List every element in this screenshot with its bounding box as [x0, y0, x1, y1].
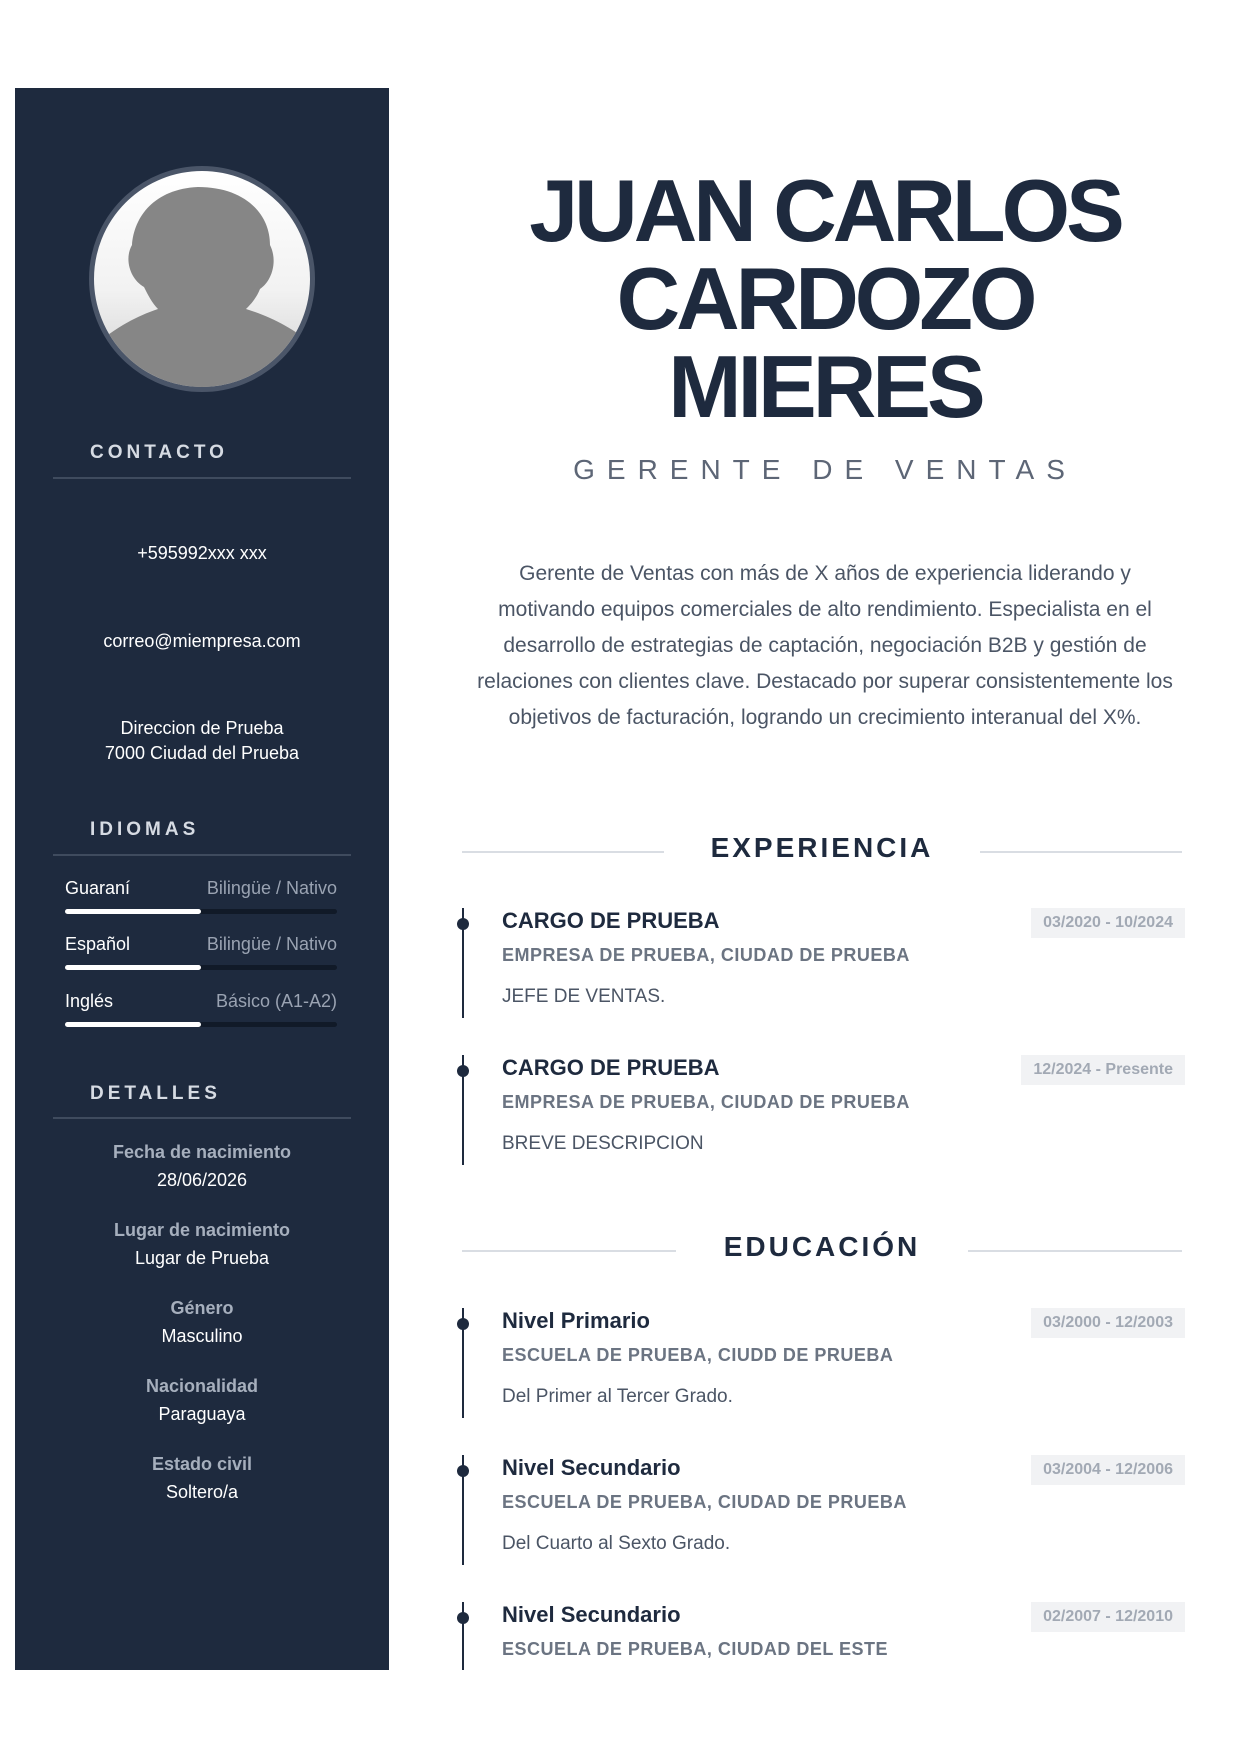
education-entry: [440, 1602, 1185, 1670]
profile-photo: [89, 166, 315, 392]
contact-section-title: CONTACTO: [90, 442, 228, 463]
timeline-dot: [457, 1465, 469, 1477]
timeline-dot: [457, 1065, 469, 1077]
education-section-header: [462, 1231, 1182, 1271]
experience-section-title: EXPERIENCIA: [710, 832, 934, 863]
full-name-line-1: JUAN CARLOS: [529, 161, 1121, 260]
experience-section-header: [462, 832, 1182, 872]
entry-organization: EMPRESA DE PRUEBA, CIUDAD DE PRUEBA: [502, 945, 910, 965]
detail-label: Género: [170, 1298, 234, 1318]
sidebar: [15, 88, 389, 1670]
language-item: [65, 878, 337, 918]
entry-description: Del Cuarto al Sexto Grado.: [502, 1533, 731, 1554]
contact-divider: [53, 477, 351, 479]
language-proficiency-fill: [65, 965, 201, 970]
language-name: Inglés: [65, 991, 114, 1011]
entry-description: Del Primer al Tercer Grado.: [502, 1386, 733, 1407]
entry-role: CARGO DE PRUEBA: [502, 1055, 720, 1080]
entry-date-badge: 03/2004 - 12/2006: [1031, 1455, 1185, 1485]
full-name-line-2: CARDOZO: [616, 249, 1034, 348]
language-item: [65, 934, 337, 974]
language-name: Guaraní: [65, 878, 131, 898]
detail-label: Fecha de nacimiento: [112, 1142, 292, 1162]
experience-entry: [440, 1055, 1185, 1165]
timeline-dot: [457, 1612, 469, 1624]
detail-item: [15, 1450, 389, 1506]
entry-role: Nivel Secundario: [502, 1455, 681, 1480]
detail-value: Lugar de Prueba: [134, 1248, 270, 1268]
detail-label: Lugar de nacimiento: [113, 1220, 291, 1240]
language-level: Bilingüe / Nativo: [206, 878, 337, 898]
profile-summary: Gerente de Ventas con más de X años de experiencia liderando y motivando equipos comerciales de alto rendimiento. Especialista en el desarrollo de estrategias de captación, negociación B2B y gestión de relaciones con clientes clave. Destacado por superar consistentemente los objetivos de facturación, logrando un crecimiento interanual del X%.: [477, 562, 1173, 729]
language-proficiency-bar: [65, 909, 337, 914]
timeline-dot: [457, 918, 469, 930]
experience-entry: [440, 908, 1185, 1018]
detail-value: 28/06/2026: [156, 1170, 248, 1190]
full-name-line-3: MIERES: [668, 337, 982, 436]
entry-date-badge: 03/2000 - 12/2003: [1031, 1308, 1185, 1338]
detail-item: [15, 1138, 389, 1194]
timeline-dot: [457, 1318, 469, 1330]
languages-divider: [53, 854, 351, 856]
detail-value: Masculino: [161, 1326, 243, 1346]
language-proficiency-fill: [65, 1022, 201, 1027]
entry-organization: ESCUELA DE PRUEBA, CIUDAD DE PRUEBA: [502, 1492, 907, 1512]
education-section-title: EDUCACIÓN: [723, 1231, 921, 1262]
entry-organization: ESCUELA DE PRUEBA, CIUDAD DEL ESTE: [502, 1639, 889, 1659]
person-silhouette-icon: [94, 171, 310, 387]
entry-role: Nivel Primario: [502, 1308, 650, 1333]
entry-date-badge: 02/2007 - 12/2010: [1031, 1602, 1185, 1632]
contact-address-line2: 7000 Ciudad del Prueba: [104, 743, 300, 763]
entry-description: BREVE DESCRIPCION: [502, 1133, 704, 1154]
contact-email[interactable]: correo@miempresa.com: [103, 631, 301, 651]
detail-item: [15, 1216, 389, 1272]
entry-description: JEFE DE VENTAS.: [502, 986, 666, 1007]
details-divider: [53, 1117, 351, 1119]
detail-label: Estado civil: [151, 1454, 253, 1474]
job-title: GERENTE DE VENTAS: [573, 454, 1077, 485]
entry-organization: EMPRESA DE PRUEBA, CIUDAD DE PRUEBA: [502, 1092, 910, 1112]
section-rule-right: [968, 1250, 1182, 1252]
detail-item: [15, 1294, 389, 1350]
details-section-title: DETALLES: [90, 1083, 221, 1104]
detail-value: Soltero/a: [165, 1482, 239, 1502]
language-proficiency-bar: [65, 1022, 337, 1027]
entry-role: Nivel Secundario: [502, 1602, 681, 1627]
education-entry: [440, 1455, 1185, 1565]
detail-value: Paraguaya: [158, 1404, 246, 1424]
language-item: [65, 991, 337, 1031]
entry-date-badge: 03/2020 - 10/2024: [1031, 908, 1185, 938]
language-proficiency-fill: [65, 909, 201, 914]
language-proficiency-bar: [65, 965, 337, 970]
detail-label: Nacionalidad: [145, 1376, 259, 1396]
entry-role: CARGO DE PRUEBA: [502, 908, 720, 933]
entry-organization: ESCUELA DE PRUEBA, CIUDD DE PRUEBA: [502, 1345, 894, 1365]
language-level: Bilingüe / Nativo: [206, 934, 337, 954]
contact-phone[interactable]: +595992xxx xxx: [137, 543, 267, 563]
detail-item: [15, 1372, 389, 1428]
languages-section-title: IDIOMAS: [90, 819, 200, 840]
language-name: Español: [65, 934, 131, 954]
entry-date-badge: 12/2024 - Presente: [1021, 1055, 1185, 1085]
contact-address-line1: Direccion de Prueba: [120, 718, 284, 738]
education-entry: [440, 1308, 1185, 1418]
section-rule-right: [980, 851, 1182, 853]
language-level: Básico (A1-A2): [215, 991, 337, 1011]
